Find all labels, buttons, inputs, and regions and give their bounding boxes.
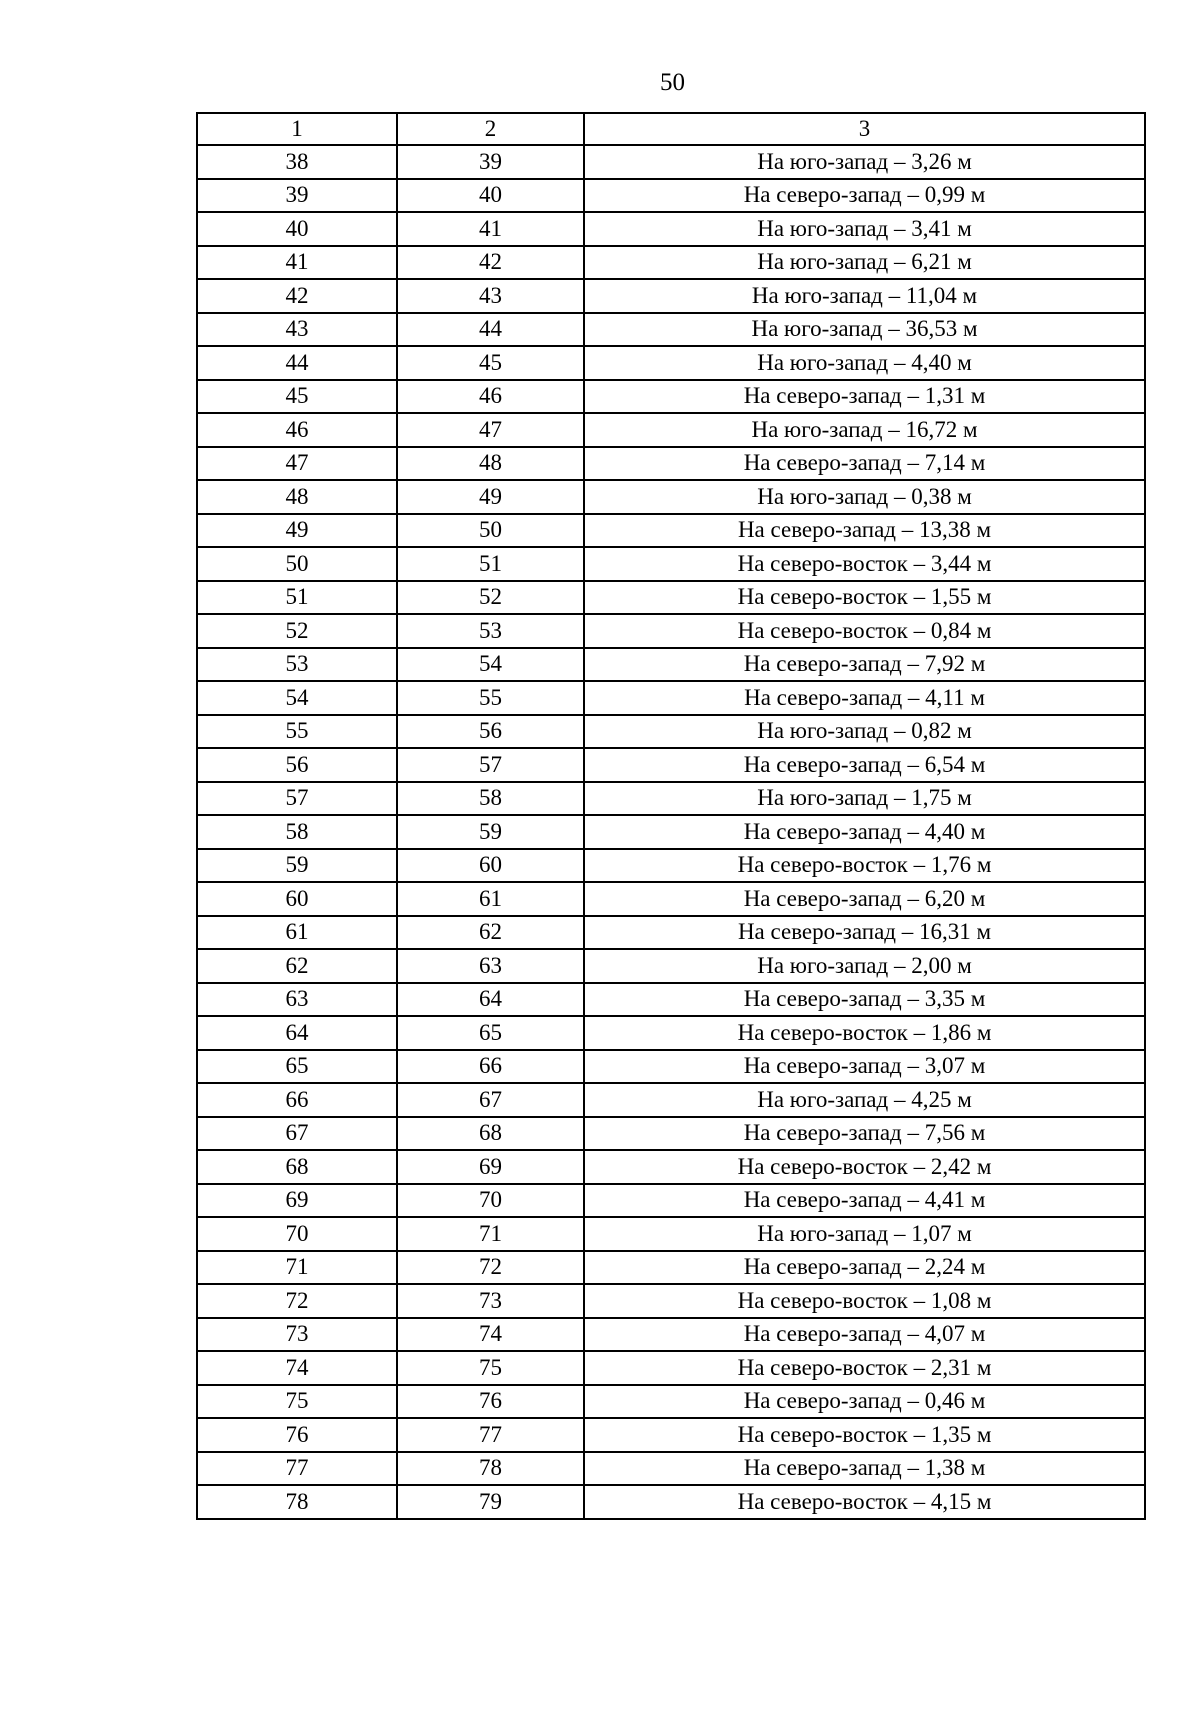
from-point-cell: 43 [197, 313, 397, 347]
table-row [197, 145, 1145, 179]
direction-distance-cell: На северо-запад – 13,38 м [584, 514, 1145, 548]
direction-distance-cell: На юго-запад – 0,82 м [584, 715, 1145, 749]
to-point-cell: 75 [397, 1351, 584, 1385]
to-point-cell: 79 [397, 1485, 584, 1519]
table-row [197, 1251, 1145, 1285]
from-point-cell: 47 [197, 447, 397, 481]
table-row [197, 1016, 1145, 1050]
table-row [197, 815, 1145, 849]
table-row [197, 1083, 1145, 1117]
from-point-cell: 46 [197, 413, 397, 447]
direction-distance-cell: На северо-восток – 1,86 м [584, 1016, 1145, 1050]
from-point-cell: 41 [197, 246, 397, 280]
direction-distance-cell: На юго-запад – 6,21 м [584, 246, 1145, 280]
direction-distance-cell: На юго-запад – 1,75 м [584, 782, 1145, 816]
from-point-cell: 64 [197, 1016, 397, 1050]
from-point-cell: 67 [197, 1117, 397, 1151]
direction-distance-cell: На северо-запад – 4,41 м [584, 1184, 1145, 1218]
direction-distance-cell: На юго-запад – 2,00 м [584, 949, 1145, 983]
to-point-cell: 55 [397, 681, 584, 715]
to-point-cell: 67 [397, 1083, 584, 1117]
to-point-cell: 73 [397, 1284, 584, 1318]
from-point-cell: 55 [197, 715, 397, 749]
table-row [197, 715, 1145, 749]
table-body [197, 113, 1145, 1519]
direction-distance-cell: На северо-восток – 4,15 м [584, 1485, 1145, 1519]
to-point-cell: 59 [397, 815, 584, 849]
table-row [197, 1418, 1145, 1452]
table-row [197, 648, 1145, 682]
to-point-cell: 78 [397, 1452, 584, 1486]
table-row [197, 313, 1145, 347]
table-row [197, 1385, 1145, 1419]
table-row [197, 1150, 1145, 1184]
direction-distance-cell: На юго-запад – 4,25 м [584, 1083, 1145, 1117]
table-row [197, 212, 1145, 246]
to-point-cell: 72 [397, 1251, 584, 1285]
direction-distance-cell: На северо-запад – 16,31 м [584, 916, 1145, 950]
direction-distance-cell: На юго-запад – 3,41 м [584, 212, 1145, 246]
from-point-cell: 44 [197, 346, 397, 380]
from-point-cell: 69 [197, 1184, 397, 1218]
table-row [197, 547, 1145, 581]
to-point-cell: 60 [397, 849, 584, 883]
to-point-cell: 53 [397, 614, 584, 648]
direction-distance-cell: На северо-запад – 7,56 м [584, 1117, 1145, 1151]
table-row [197, 480, 1145, 514]
to-point-cell: 69 [397, 1150, 584, 1184]
direction-distance-cell: На северо-запад – 4,40 м [584, 815, 1145, 849]
from-point-cell: 42 [197, 279, 397, 313]
from-point-cell: 57 [197, 782, 397, 816]
from-point-cell: 39 [197, 179, 397, 213]
from-point-cell: 75 [197, 1385, 397, 1419]
to-point-cell: 58 [397, 782, 584, 816]
to-point-cell: 71 [397, 1217, 584, 1251]
direction-distance-cell: На северо-запад – 1,38 м [584, 1452, 1145, 1486]
table-row [197, 983, 1145, 1017]
table-row [197, 1117, 1145, 1151]
from-point-cell: 68 [197, 1150, 397, 1184]
to-point-cell: 51 [397, 547, 584, 581]
from-point-cell: 45 [197, 380, 397, 414]
to-point-cell: 47 [397, 413, 584, 447]
table-header-row [197, 113, 1145, 145]
direction-distance-cell: На северо-запад – 2,24 м [584, 1251, 1145, 1285]
to-point-cell: 43 [397, 279, 584, 313]
table-row [197, 581, 1145, 615]
to-point-cell: 61 [397, 882, 584, 916]
direction-distance-cell: На юго-запад – 3,26 м [584, 145, 1145, 179]
direction-distance-cell: На северо-восток – 2,42 м [584, 1150, 1145, 1184]
column-header-2: 2 [397, 113, 584, 145]
direction-distance-cell: На северо-восток – 0,84 м [584, 614, 1145, 648]
table-row [197, 179, 1145, 213]
table-row [197, 246, 1145, 280]
direction-distance-cell: На северо-запад – 6,20 м [584, 882, 1145, 916]
direction-distance-cell: На северо-запад – 3,07 м [584, 1050, 1145, 1084]
direction-distance-cell: На северо-запад – 3,35 м [584, 983, 1145, 1017]
from-point-cell: 66 [197, 1083, 397, 1117]
direction-distance-cell: На северо-запад – 6,54 м [584, 748, 1145, 782]
table-row [197, 447, 1145, 481]
table-row [197, 949, 1145, 983]
from-point-cell: 51 [197, 581, 397, 615]
to-point-cell: 45 [397, 346, 584, 380]
column-header-3: 3 [584, 113, 1145, 145]
direction-distance-cell: На юго-запад – 16,72 м [584, 413, 1145, 447]
direction-distance-cell: На северо-запад – 4,11 м [584, 681, 1145, 715]
to-point-cell: 40 [397, 179, 584, 213]
to-point-cell: 66 [397, 1050, 584, 1084]
direction-distance-cell: На юго-запад – 36,53 м [584, 313, 1145, 347]
to-point-cell: 57 [397, 748, 584, 782]
to-point-cell: 74 [397, 1318, 584, 1352]
direction-distance-cell: На северо-запад – 4,07 м [584, 1318, 1145, 1352]
to-point-cell: 49 [397, 480, 584, 514]
from-point-cell: 71 [197, 1251, 397, 1285]
from-point-cell: 78 [197, 1485, 397, 1519]
to-point-cell: 52 [397, 581, 584, 615]
table-row [197, 1351, 1145, 1385]
table-row [197, 1050, 1145, 1084]
to-point-cell: 62 [397, 916, 584, 950]
direction-distance-cell: На юго-запад – 11,04 м [584, 279, 1145, 313]
boundary-table [196, 112, 1146, 1520]
direction-distance-cell: На северо-запад – 0,46 м [584, 1385, 1145, 1419]
to-point-cell: 64 [397, 983, 584, 1017]
table-row [197, 279, 1145, 313]
from-point-cell: 40 [197, 212, 397, 246]
direction-distance-cell: На северо-запад – 7,92 м [584, 648, 1145, 682]
direction-distance-cell: На северо-восток – 1,08 м [584, 1284, 1145, 1318]
to-point-cell: 56 [397, 715, 584, 749]
table-row [197, 1485, 1145, 1519]
table-row [197, 782, 1145, 816]
from-point-cell: 65 [197, 1050, 397, 1084]
from-point-cell: 59 [197, 849, 397, 883]
from-point-cell: 62 [197, 949, 397, 983]
table-row [197, 681, 1145, 715]
direction-distance-cell: На северо-восток – 2,31 м [584, 1351, 1145, 1385]
direction-distance-cell: На юго-запад – 1,07 м [584, 1217, 1145, 1251]
table-row [197, 849, 1145, 883]
to-point-cell: 65 [397, 1016, 584, 1050]
from-point-cell: 48 [197, 480, 397, 514]
table-row [197, 1217, 1145, 1251]
table-row [197, 614, 1145, 648]
from-point-cell: 49 [197, 514, 397, 548]
table-row [197, 514, 1145, 548]
to-point-cell: 46 [397, 380, 584, 414]
from-point-cell: 56 [197, 748, 397, 782]
to-point-cell: 50 [397, 514, 584, 548]
from-point-cell: 61 [197, 916, 397, 950]
direction-distance-cell: На северо-восток – 1,55 м [584, 581, 1145, 615]
table-row [197, 346, 1145, 380]
from-point-cell: 72 [197, 1284, 397, 1318]
from-point-cell: 76 [197, 1418, 397, 1452]
from-point-cell: 70 [197, 1217, 397, 1251]
direction-distance-cell: На северо-запад – 7,14 м [584, 447, 1145, 481]
table-row [197, 748, 1145, 782]
column-header-1: 1 [197, 113, 397, 145]
table-row [197, 1184, 1145, 1218]
page-number: 50 [660, 69, 685, 96]
to-point-cell: 42 [397, 246, 584, 280]
direction-distance-cell: На юго-запад – 0,38 м [584, 480, 1145, 514]
to-point-cell: 54 [397, 648, 584, 682]
table-row [197, 1318, 1145, 1352]
from-point-cell: 74 [197, 1351, 397, 1385]
direction-distance-cell: На северо-восток – 3,44 м [584, 547, 1145, 581]
table-row [197, 1284, 1145, 1318]
to-point-cell: 68 [397, 1117, 584, 1151]
to-point-cell: 63 [397, 949, 584, 983]
to-point-cell: 70 [397, 1184, 584, 1218]
from-point-cell: 38 [197, 145, 397, 179]
direction-distance-cell: На северо-запад – 0,99 м [584, 179, 1145, 213]
from-point-cell: 73 [197, 1318, 397, 1352]
from-point-cell: 54 [197, 681, 397, 715]
direction-distance-cell: На юго-запад – 4,40 м [584, 346, 1145, 380]
direction-distance-cell: На северо-запад – 1,31 м [584, 380, 1145, 414]
from-point-cell: 63 [197, 983, 397, 1017]
from-point-cell: 50 [197, 547, 397, 581]
to-point-cell: 76 [397, 1385, 584, 1419]
to-point-cell: 39 [397, 145, 584, 179]
from-point-cell: 53 [197, 648, 397, 682]
table-row [197, 882, 1145, 916]
table-row [197, 380, 1145, 414]
to-point-cell: 44 [397, 313, 584, 347]
table-row [197, 1452, 1145, 1486]
to-point-cell: 41 [397, 212, 584, 246]
to-point-cell: 77 [397, 1418, 584, 1452]
from-point-cell: 77 [197, 1452, 397, 1486]
table-row [197, 916, 1145, 950]
from-point-cell: 52 [197, 614, 397, 648]
direction-distance-cell: На северо-восток – 1,35 м [584, 1418, 1145, 1452]
from-point-cell: 58 [197, 815, 397, 849]
direction-distance-cell: На северо-восток – 1,76 м [584, 849, 1145, 883]
from-point-cell: 60 [197, 882, 397, 916]
to-point-cell: 48 [397, 447, 584, 481]
boundary-table-container [196, 112, 1144, 1520]
table-row [197, 413, 1145, 447]
